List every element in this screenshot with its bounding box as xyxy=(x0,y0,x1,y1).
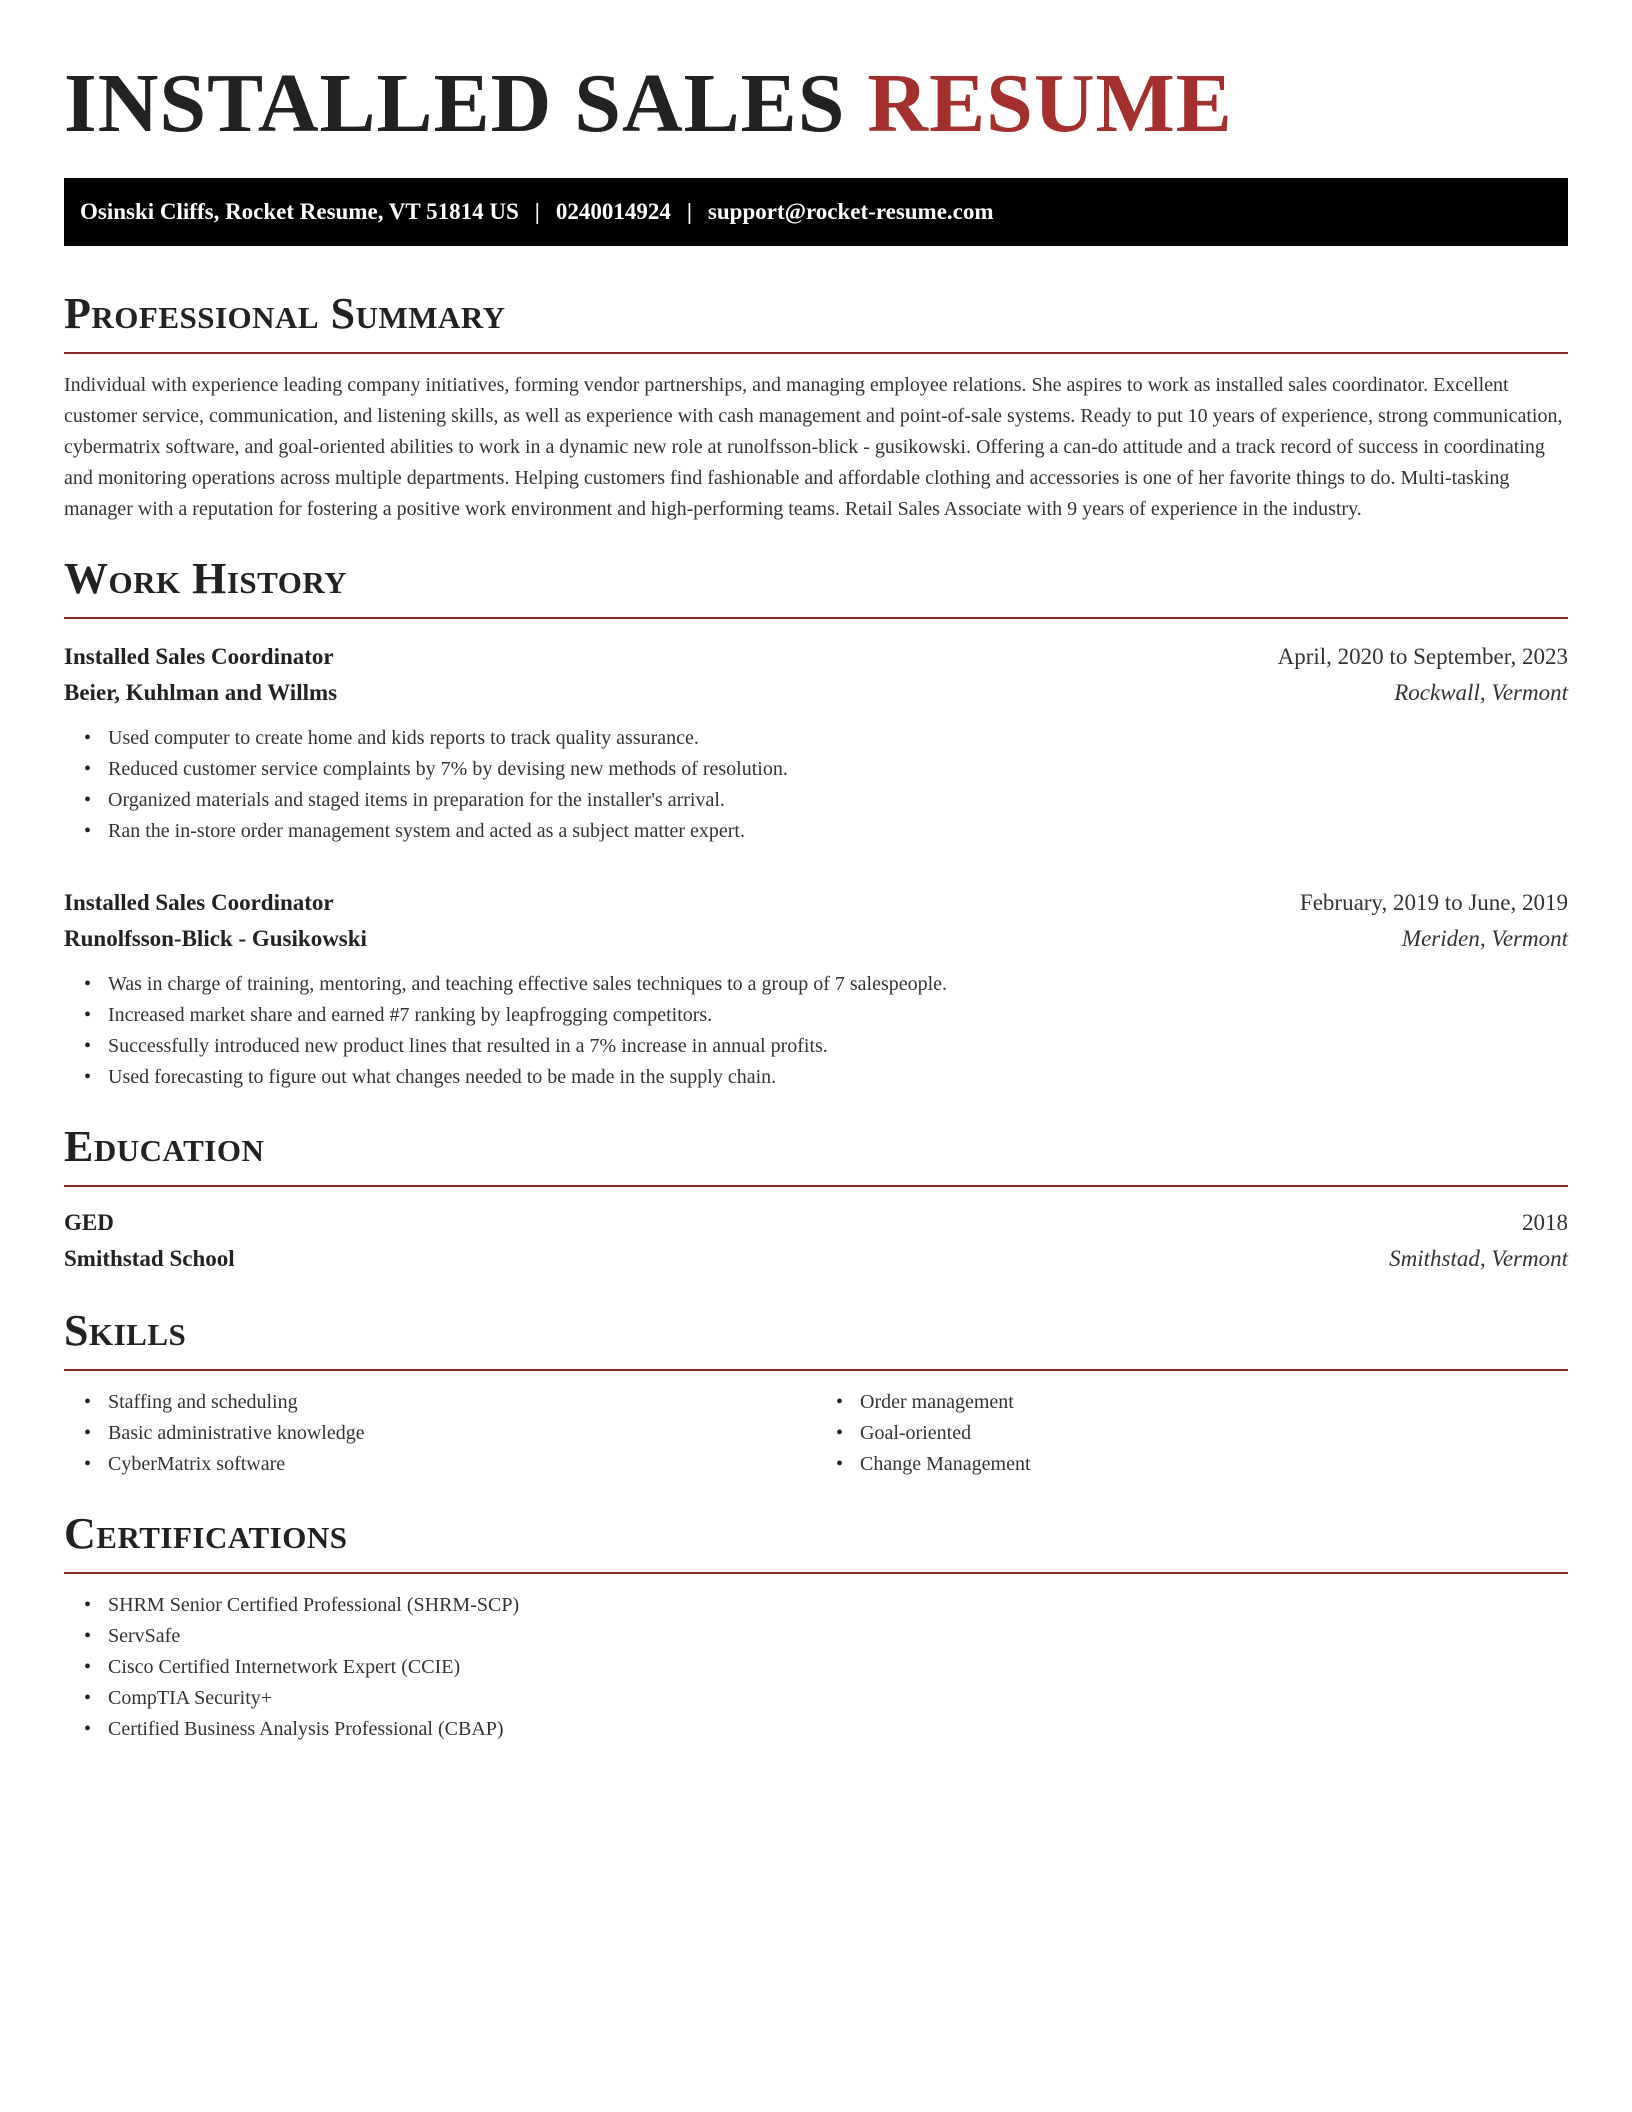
job-entry xyxy=(64,639,1568,847)
contact-separator: | xyxy=(686,199,692,224)
certification-item: • SHRM Senior Certified Professional (SHRM-SCP) xyxy=(108,1590,1568,1621)
education-degree: GED xyxy=(64,1210,114,1235)
education-heading: Education xyxy=(64,1123,1568,1187)
skill-item: • Basic administrative knowledge xyxy=(108,1418,816,1449)
job-location: Rockwall, Vermont xyxy=(1394,680,1568,705)
contact-email: support@rocket-resume.com xyxy=(707,199,994,224)
work-history-heading: Work History xyxy=(64,555,1568,619)
job-bullets xyxy=(64,723,1568,847)
education-year: 2018 xyxy=(1522,1210,1568,1235)
job-location: Meriden, Vermont xyxy=(1401,926,1568,951)
summary-text: Individual with experience leading company initiatives, forming vendor partnerships, and managing employee relations. She aspires to work as installed sales coordinator. Excellent customer service, communication, and listening skills, as well as experience with cash management and point-of-sale systems. Ready to put 10 years of experience, strong communication, cybermatrix software, and goal-oriented abilities to work in a dynamic new role at runolfsson-blick - gusikowski. Offering a can-do attitude and a track record of success in coordinating and monitoring operations across multiple departments. Helping customers find fashionable and affordable clothing and accessories is one of her favorite things to do. Multi-tasking manager with a reputation for fostering a positive work environment and high-performing teams. Retail Sales Associate with 9 years of experience in the industry. xyxy=(64,374,1563,520)
skill-item: • Order management xyxy=(860,1387,1568,1418)
job-bullet: • Used forecasting to figure out what changes needed to be made in the supply chain. xyxy=(108,1062,1568,1093)
work-history-section xyxy=(64,555,1568,1093)
job-bullet: • Organized materials and staged items in preparation for the installer's arrival. xyxy=(108,785,1568,816)
contact-bar xyxy=(64,178,1568,246)
job-bullet: • Increased market share and earned #7 ranking by leapfrogging competitors. xyxy=(108,1000,1568,1031)
certifications-list xyxy=(64,1590,1568,1745)
certification-item: • Cisco Certified Internetwork Expert (CCIE) xyxy=(108,1652,1568,1683)
skills-column-left xyxy=(64,1387,816,1480)
job-bullets xyxy=(64,969,1568,1093)
job-bullet: • Used computer to create home and kids reports to track quality assurance. xyxy=(108,723,1568,754)
skill-item: • Staffing and scheduling xyxy=(108,1387,816,1418)
job-dates: February, 2019 to June, 2019 xyxy=(1299,890,1568,915)
certifications-section xyxy=(64,1510,1568,1745)
certification-item: • ServSafe xyxy=(108,1621,1568,1652)
job-entry xyxy=(64,885,1568,1093)
contact-address: Osinski Cliffs, Rocket Resume, VT 51814 US xyxy=(80,199,519,224)
job-company: Runolfsson-Blick - Gusikowski xyxy=(64,926,367,951)
job-title: Installed Sales Coordinator xyxy=(64,644,334,669)
job-dates: April, 2020 to September, 2023 xyxy=(1277,644,1568,669)
certification-item: • Certified Business Analysis Professional (CBAP) xyxy=(108,1714,1568,1745)
skills-section xyxy=(64,1307,1568,1480)
job-bullet: • Was in charge of training, mentoring, and teaching effective sales techniques to a group of 7 salespeople. xyxy=(108,969,1568,1000)
skills-grid xyxy=(64,1387,1568,1480)
job-title: Installed Sales Coordinator xyxy=(64,890,334,915)
skills-column-right xyxy=(816,1387,1568,1480)
certification-item: • CompTIA Security+ xyxy=(108,1683,1568,1714)
job-bullet: • Reduced customer service complaints by 7% by devising new methods of resolution. xyxy=(108,754,1568,785)
summary-section xyxy=(64,290,1568,525)
contact-separator: | xyxy=(534,199,540,224)
skill-item: • Change Management xyxy=(860,1449,1568,1480)
skill-item: • Goal-oriented xyxy=(860,1418,1568,1449)
summary-heading: Professional Summary xyxy=(64,290,1568,354)
title-accent: RESUME xyxy=(867,57,1233,150)
job-bullet: • Ran the in-store order management system and acted as a subject matter expert. xyxy=(108,816,1568,847)
education-section xyxy=(64,1123,1568,1277)
education-location: Smithstad, Vermont xyxy=(1389,1246,1568,1271)
job-bullet: • Successfully introduced new product lines that resulted in a 7% increase in annual profits. xyxy=(108,1031,1568,1062)
skill-item: • CyberMatrix software xyxy=(108,1449,816,1480)
job-company: Beier, Kuhlman and Willms xyxy=(64,680,338,705)
resume-title xyxy=(64,56,1568,152)
title-main: INSTALLED SALES xyxy=(64,57,846,150)
contact-phone: 0240014924 xyxy=(555,199,671,224)
certifications-heading: Certifications xyxy=(64,1510,1568,1574)
skills-heading: Skills xyxy=(64,1307,1568,1371)
education-school: Smithstad School xyxy=(64,1246,235,1271)
education-entry xyxy=(64,1205,1568,1277)
